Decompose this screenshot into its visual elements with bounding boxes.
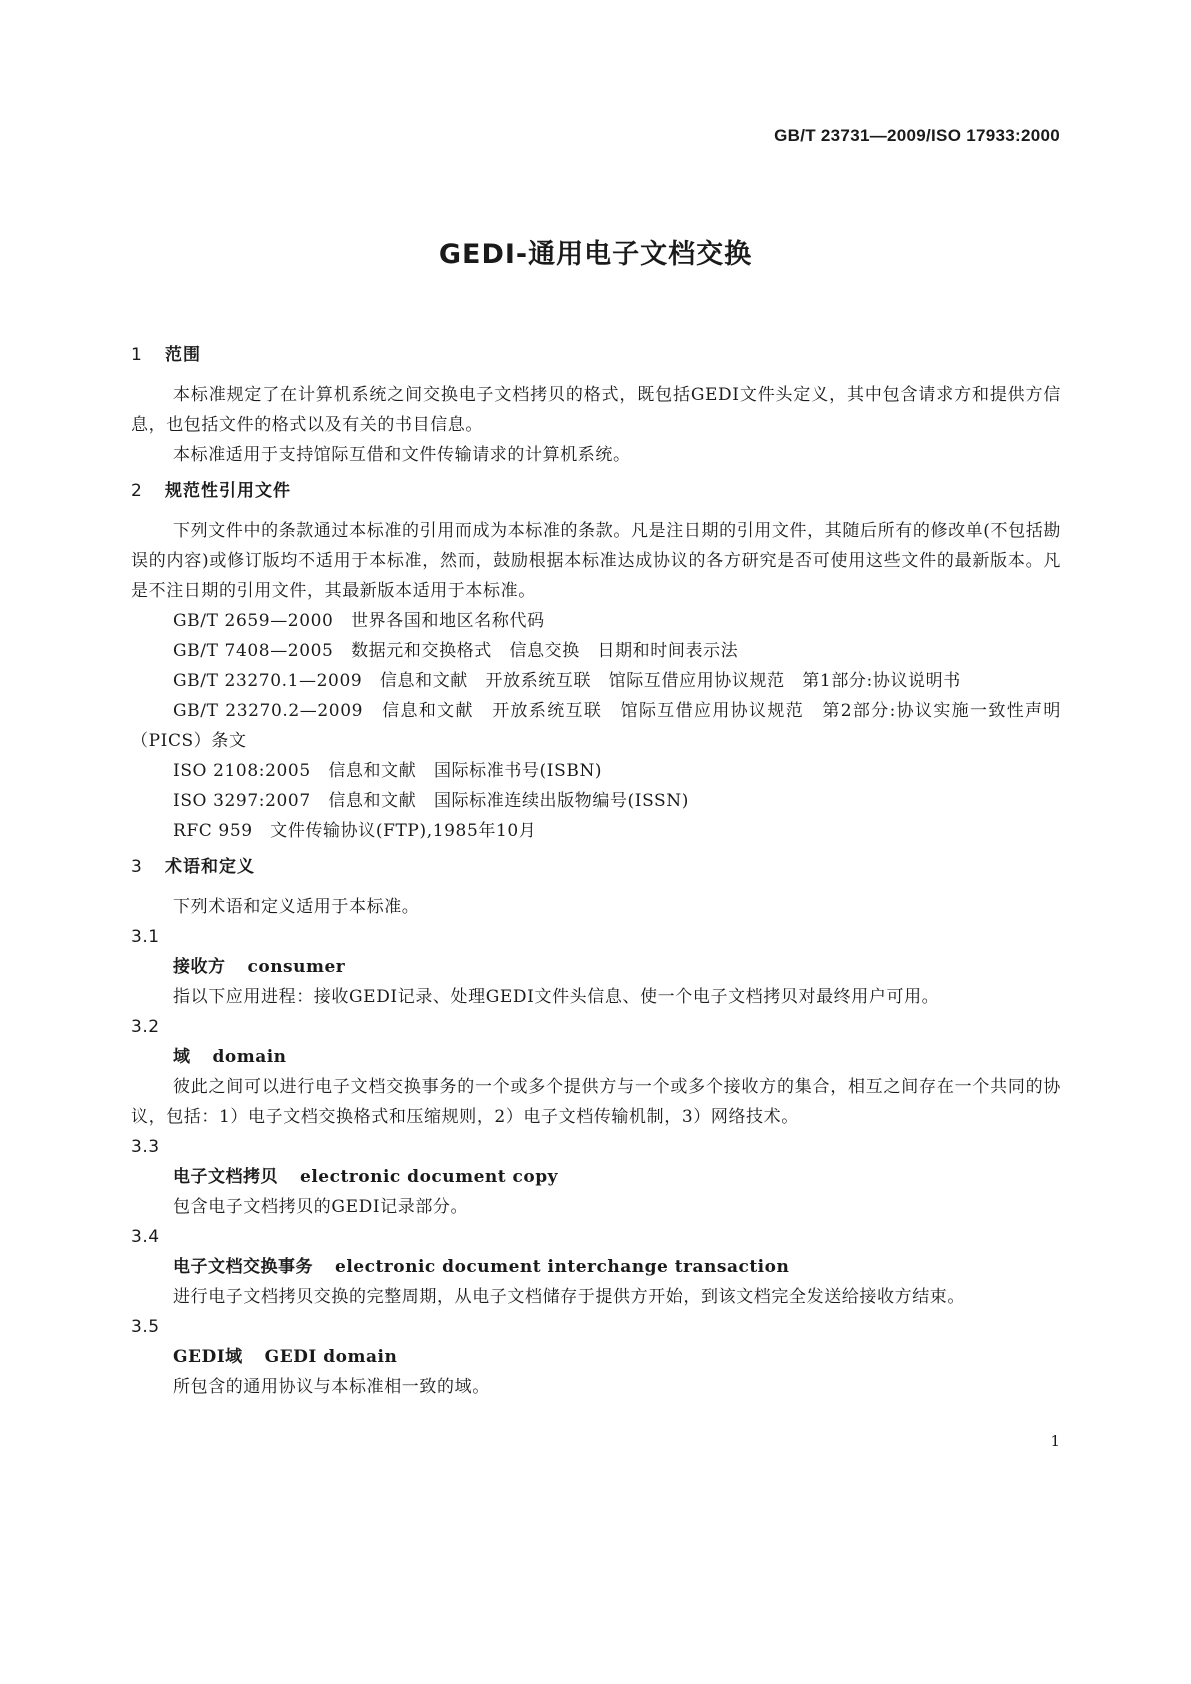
term-definition: 指以下应用进程：接收GEDI记录、处理GEDI文件头信息、使一个电子文档拷贝对最终用户可用。 [173,987,940,1007]
term-entry [131,1132,1061,1222]
term-name [131,1042,1061,1072]
term-zh: 电子文档拷贝 [173,1167,278,1187]
term-number: 3.4 [131,1227,160,1247]
term-en: GEDI domain [264,1347,398,1367]
term-en: electronic document interchange transaction [335,1257,790,1277]
section-number: 3 [131,857,143,877]
term-entry [131,1312,1061,1402]
section-heading-normative-references [131,474,1061,508]
term-name [131,952,1061,982]
section-number: 1 [131,345,143,365]
term-number: 3.1 [131,927,160,947]
section-number: 2 [131,481,143,501]
standard-code: GB/T 23731—2009/ISO 17933:2000 [774,126,1060,145]
term-en: electronic document copy [300,1167,559,1187]
term-number: 3.3 [131,1137,160,1157]
reference-item: RFC 959 文件传输协议(FTP),1985年10月 [173,821,537,841]
section-title: 范围 [165,345,201,365]
term-zh: 接收方 [173,957,226,977]
term-number: 3.5 [131,1317,160,1337]
reference-item: ISO 3297:2007 信息和文献 国际标准连续出版物编号(ISSN) [173,791,690,811]
term-entry [131,1012,1061,1132]
section-title: 术语和定义 [165,857,255,877]
term-name [131,1252,1061,1282]
reference-item: GB/T 23270.2—2009 信息和文献 开放系统互联 馆际互借应用协议规范 第2部分:协议实施一致性声明（PICS）条文 [131,701,1061,751]
reference-item: GB/T 2659—2000 世界各国和地区名称代码 [173,611,545,631]
term-zh: 域 [173,1047,191,1067]
section-heading-scope [131,338,1061,372]
term-entry [131,1222,1061,1312]
term-en: consumer [247,957,346,977]
reference-item: GB/T 7408—2005 数据元和交换格式 信息交换 日期和时间表示法 [173,641,739,661]
term-zh: GEDI域 [173,1347,243,1367]
section-heading-terms-definitions [131,850,1061,884]
paragraph: 本标准适用于支持馆际互借和文件传输请求的计算机系统。 [173,445,631,465]
term-name [131,1342,1061,1372]
reference-item: ISO 2108:2005 信息和文献 国际标准书号(ISBN) [173,761,603,781]
section-title: 规范性引用文件 [165,481,291,501]
reference-item: GB/T 23270.1—2009 信息和文献 开放系统互联 馆际互借应用协议规范 第1部分:协议说明书 [173,671,961,691]
page-number: 1 [1050,1432,1060,1450]
term-number: 3.2 [131,1017,160,1037]
term-en: domain [212,1047,287,1067]
paragraph: 下列文件中的条款通过本标准的引用而成为本标准的条款。凡是注日期的引用文件，其随后所有的修改单(不包括勘误的内容)或修订版均不适用于本标准，然而，鼓励根据本标准达成协议的各方研究是否可使用这些文件的最新版本。凡是不注日期的引用文件，其最新版本适用于本标准。 [131,521,1061,601]
paragraph: 本标准规定了在计算机系统之间交换电子文档拷贝的格式，既包括GEDI文件头定义，其中包含请求方和提供方信息，也包括文件的格式以及有关的书目信息。 [131,385,1061,435]
term-definition: 包含电子文档拷贝的GEDI记录部分。 [173,1197,469,1217]
term-definition: 所包含的通用协议与本标准相一致的域。 [173,1377,490,1397]
term-entry [131,922,1061,1012]
document-body [131,338,1061,1402]
term-definition: 进行电子文档拷贝交换的完整周期，从电子文档储存于提供方开始，到该文档完全发送给接收方结束。 [173,1287,965,1307]
term-zh: 电子文档交换事务 [173,1257,313,1277]
paragraph: 下列术语和定义适用于本标准。 [173,897,420,917]
term-name [131,1162,1061,1192]
document-title: GEDI-通用电子文档交换 [438,239,753,270]
term-definition: 彼此之间可以进行电子文档交换事务的一个或多个提供方与一个或多个接收方的集合，相互之间存在一个共同的协议，包括：1）电子文档交换格式和压缩规则，2）电子文档传输机制，3）网络技术。 [131,1077,1061,1127]
